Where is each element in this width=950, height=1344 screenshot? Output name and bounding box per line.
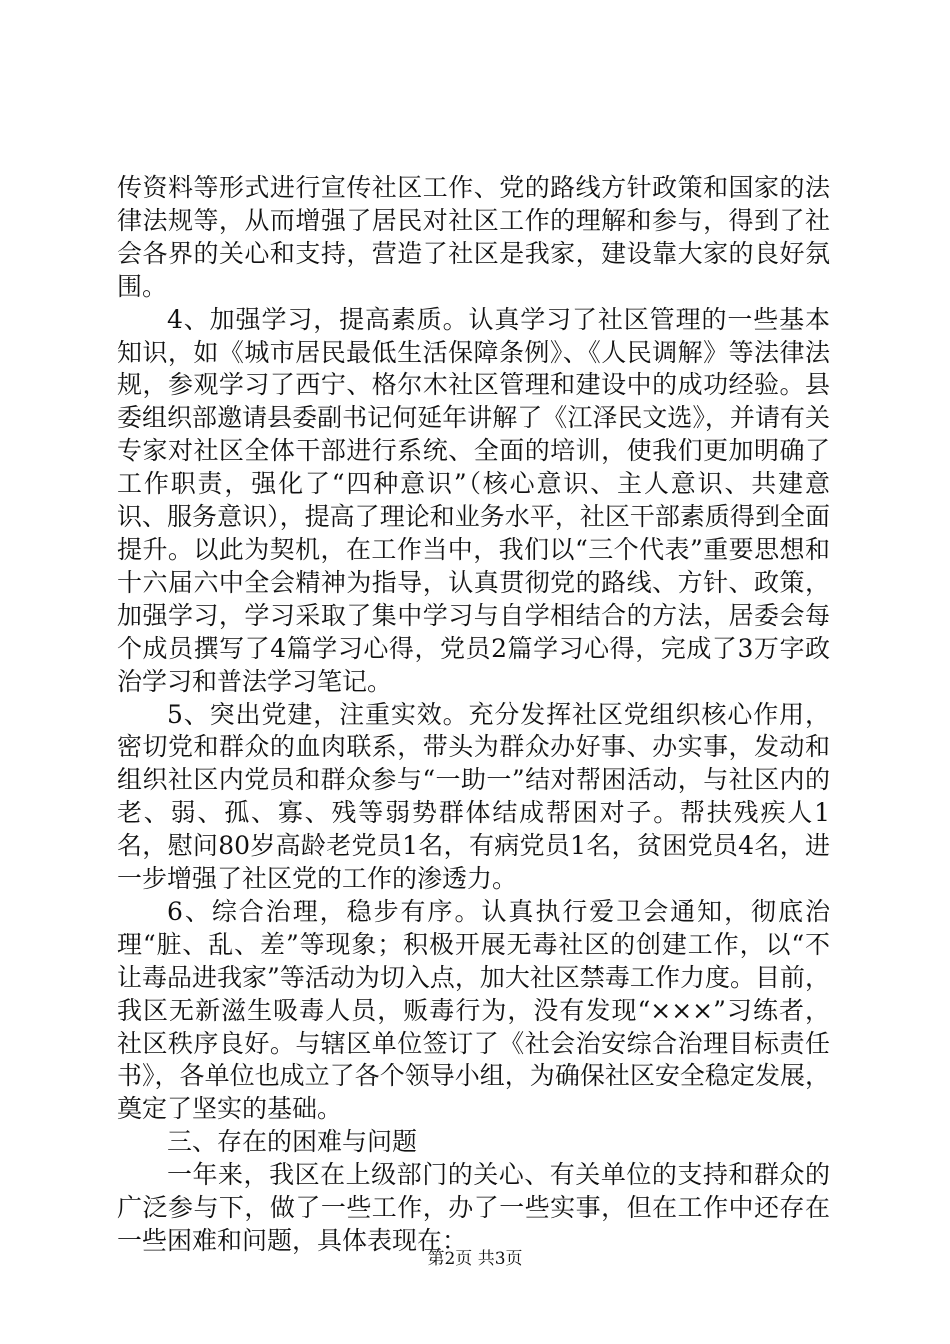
paragraph-2: 4、加强学习，提高素质。认真学习了社区管理的一些基本知识，如《城市居民最低生活保障条例》、《人民调解》等法律法规，参观学习了西宁、格尔木社区管理和建设中的成功经验。县委组织部邀请县委副书记何延年讲解了《江泽民文选》，并请有关专家对社区全体干部进行系统、全面的培训，使我们更加明确了工作职责，强化了“四种意识”（核心意识、主人意识、共建意识、服务意识），提高了理论和业务水平，社区干部素质得到全面提升。以此为契机，在工作当中，我们以“三个代表”重要思想和十六届六中全会精神为指导，认真贯彻党的路线、方针、政策，加强学习，学习采取了集中学习与自学相结合的方法，居委会每个成员撰写了4篇学习心得，党员2篇学习心得，完成了3万字政治学习和普法学习笔记。 xyxy=(117,304,830,696)
document-body xyxy=(117,172,830,1258)
paragraph-6: 一年来，我区在上级部门的关心、有关单位的支持和群众的广泛参与下，做了一些工作，办了一些实事，但在工作中还存在一些困难和问题，具体表现在： xyxy=(117,1160,830,1255)
section-heading: 三、存在的困难与问题 xyxy=(167,1127,418,1157)
paragraph-1: 传资料等形式进行宣传社区工作、党的路线方针政策和国家的法律法规等，从而增强了居民对社区工作的理解和参与，得到了社会各界的关心和支持，营造了社区是我家，建设靠大家的良好氛围。 xyxy=(117,173,830,301)
paragraph-3: 5、突出党建，注重实效。充分发挥社区党组织核心作用，密切党和群众的血肉联系，带头为群众办好事、办实事，发动和组织社区内党员和群众参与“一助一”结对帮困活动，与社区内的老、弱、孤、寡、残等弱势群体结成帮困对子。帮扶残疾人1名，慰问80岁高龄老党员1名，有病党员1名，贫困党员4名，进一步增强了社区党的工作的渗透力。 xyxy=(117,699,830,894)
paragraph-4: 6、综合治理，稳步有序。认真执行爱卫会通知，彻底治理“脏、乱、差”等现象；积极开展无毒社区的创建工作，以“不让毒品进我家”等活动为切入点，加大社区禁毒工作力度。目前，我区无新滋生吸毒人员，贩毒行为，没有发现“×××”习练者，社区秩序良好。与辖区单位签订了《社会治安综合治理目标责任书》，各单位也成立了各个领导小组，为确保社区安全稳定发展，奠定了坚实的基础。 xyxy=(117,896,830,1124)
page-footer: 第2页 共3页 xyxy=(427,1249,523,1269)
